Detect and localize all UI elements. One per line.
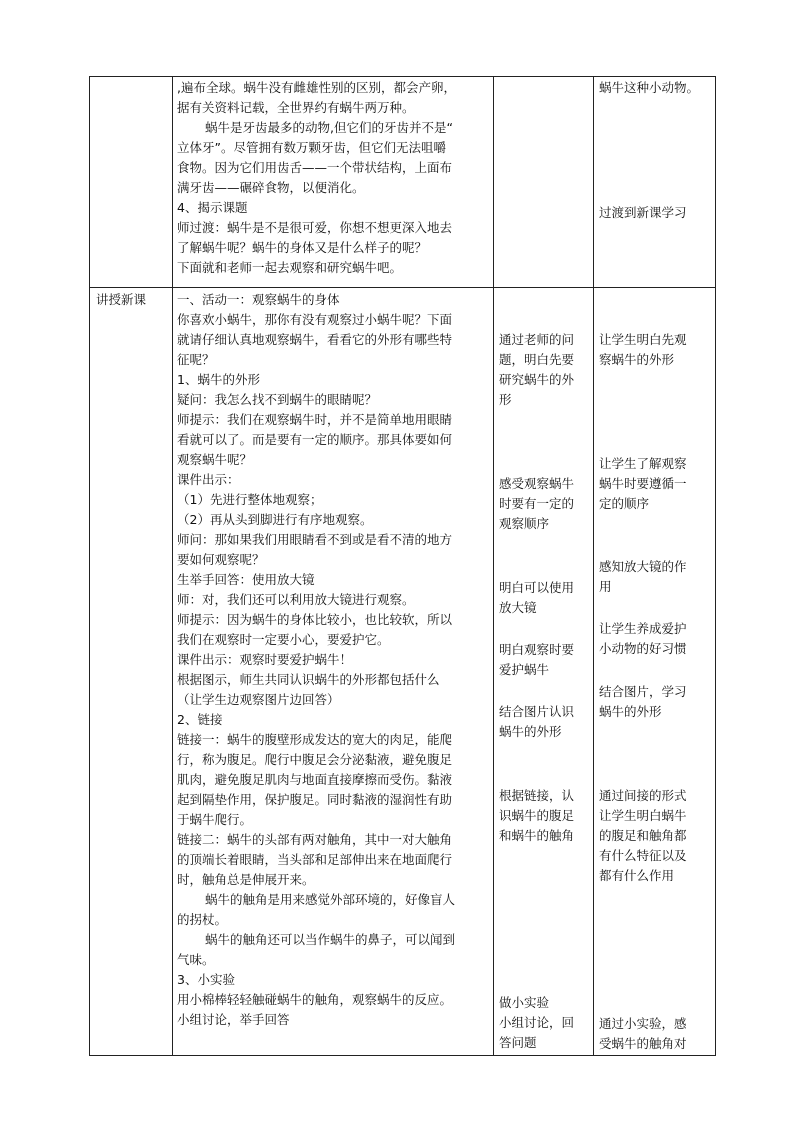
intro-content-cell (177, 78, 489, 278)
content-line: 时，触角总是伸展开来。 (177, 872, 315, 887)
intro-intent-2: 过渡到新课学习 (599, 205, 687, 220)
intent-line: 都有什么作用 (599, 868, 675, 883)
student-activity-4 (499, 640, 574, 680)
content-line: 于蜗牛爬行。 (177, 812, 253, 827)
student-line: 感受观察蜗牛 (499, 476, 575, 491)
student-line: 明白观察时要 (499, 642, 575, 657)
intro-line: 蜗牛是牙齿最多的动物,但它们的牙齿并不是“ (205, 120, 453, 135)
design-intent-6 (599, 786, 687, 886)
intent-line: 蜗牛时要遵循一 (599, 476, 687, 491)
content-line: 行，称为腹足。爬行中腹足会分泌黏液，避免腹足 (177, 752, 453, 767)
intent-line: 让学生养成爱护 (599, 621, 687, 636)
intent-line: 通过小实验，感 (599, 1016, 687, 1031)
content-line: 起到隔垫作用，保护腹足。同时黏液的湿润性有助 (177, 792, 453, 807)
table-border-bottom (89, 1055, 716, 1056)
student-line: 形 (499, 392, 512, 407)
content-line: 我们在观察时一定要小心，要爱护它。 (177, 632, 390, 647)
intent-line: 通过间接的形式 (599, 788, 687, 803)
intro-line: 满牙齿——碾碎食物，以便消化。 (177, 180, 365, 195)
content-line: 1、蜗牛的外形 (177, 372, 260, 387)
intent-line: 让学生了解观察 (599, 456, 687, 471)
intent-line: 小动物的好习惯 (599, 641, 687, 656)
student-line: 结合图片认识 (499, 704, 575, 719)
student-activity-1 (499, 330, 574, 410)
table-divider-2 (493, 76, 494, 1055)
intro-intent-1: 蜗牛这种小动物。 (599, 80, 700, 95)
content-line: 就请仔细认真地观察蜗牛，看看它的外形有哪些特 (177, 332, 453, 347)
table-border-left (89, 76, 90, 1055)
student-line: 爱护蜗牛 (499, 662, 550, 677)
intro-line: 食物。因为它们用齿舌——一个带状结构，上面布 (177, 160, 453, 175)
student-line: 做小实验 (499, 995, 550, 1010)
design-intent-3 (599, 557, 687, 597)
design-intent-7 (599, 1014, 687, 1054)
student-line: 题，明白先要 (499, 352, 575, 367)
student-line: 研究蜗牛的外 (499, 372, 575, 387)
intent-line: 让学生明白蜗牛 (599, 808, 687, 823)
content-line: 小组讨论，举手回答 (177, 1012, 290, 1027)
intro-line: 据有关资料记载，全世界约有蜗牛两万种。 (177, 100, 415, 115)
student-line: 蜗牛的外形 (499, 724, 562, 739)
content-line: 要如何观察呢？ (177, 552, 265, 567)
student-activity-7 (499, 993, 574, 1053)
content-line: 疑问：我怎么找不到蜗牛的眼睛呢？ (177, 392, 378, 407)
content-line: 课件出示：观察时要爱护蜗牛！ (177, 652, 353, 667)
student-activity-6 (499, 786, 574, 846)
intent-line: 的腹足和触角都 (599, 828, 687, 843)
design-intent-5 (599, 682, 687, 722)
student-activity-5 (499, 702, 574, 742)
content-line: 用小棉棒轻轻触碰蜗牛的触角，观察蜗牛的反应。 (177, 992, 453, 1007)
content-line: 蜗牛的触角还可以当作蜗牛的鼻子，可以闻到 (205, 932, 456, 947)
design-intent-1 (599, 330, 687, 370)
content-line: （1）先进行整体地观察； (177, 492, 323, 507)
student-line: 答问题 (499, 1035, 537, 1050)
intent-line: 感知放大镜的作 (599, 559, 687, 574)
content-line: 3、小实验 (177, 972, 235, 987)
content-line: 师提示：我们在观察蜗牛时，并不是简单地用眼睛 (177, 412, 453, 427)
student-line: 放大镜 (499, 600, 537, 615)
content-line: 师问：那如果我们用眼睛看不到或是看不清的地方 (177, 532, 453, 547)
content-line: 观察蜗牛呢？ (177, 452, 253, 467)
table-border-top (89, 76, 716, 77)
row-divider (89, 287, 716, 288)
content-line: 课件出示： (177, 472, 240, 487)
intro-line: 立体牙”。尽管拥有数万颗牙齿，但它们无法咀嚼 (177, 140, 446, 155)
intro-line: 4、揭示课题 (177, 200, 248, 215)
student-line: 根据链接，认 (499, 788, 575, 803)
design-intent-4 (599, 619, 687, 659)
content-line: 肌肉，避免腹足肌肉与地面直接摩擦而受伤。黏液 (177, 772, 453, 787)
intent-line: 受蜗牛的触角对 (599, 1036, 687, 1051)
student-line: 观察顺序 (499, 516, 550, 531)
student-activity-3 (499, 578, 574, 618)
content-line: 的顶端长着眼睛，当头部和足部伸出来在地面爬行 (177, 852, 453, 867)
content-line: 师提示：因为蜗牛的身体比较小，也比较软，所以 (177, 612, 453, 627)
intent-line: 蜗牛的外形 (599, 704, 662, 719)
content-line: （让学生边观察图片边回答） (177, 692, 340, 707)
intent-line: 察蜗牛的外形 (599, 352, 675, 367)
intro-line: 师过渡：蜗牛是不是很可爱，你想不想更深入地去 (177, 220, 453, 235)
content-line: 的拐杖。 (177, 912, 228, 927)
intent-line: 让学生明白先观 (599, 332, 687, 347)
student-line: 明白可以使用 (499, 580, 575, 595)
student-line: 识蜗牛的腹足 (499, 808, 575, 823)
student-line: 时要有一定的 (499, 496, 575, 511)
content-line: 看就可以了。而是要有一定的顺序。那具体要如何 (177, 432, 453, 447)
intro-line: 下面就和老师一起去观察和研究蜗牛吧。 (177, 260, 403, 275)
intent-line: 定的顺序 (599, 496, 650, 511)
content-line: （2）再从头到脚进行有序地观察。 (177, 512, 373, 527)
row-label: 讲授新课 (96, 292, 147, 307)
content-line: 征呢？ (177, 352, 215, 367)
content-line: 根据图示，师生共同认识蜗牛的外形都包括什么 (177, 672, 440, 687)
content-line: 链接二：蜗牛的头部有两对触角，其中一对大触角 (177, 832, 453, 847)
content-line: 链接一：蜗牛的腹壁形成发达的宽大的肉足，能爬 (177, 732, 453, 747)
design-intent-2 (599, 454, 687, 514)
intro-line: 了解蜗牛呢？蜗牛的身体又是什么样子的呢？ (177, 240, 428, 255)
content-line: 蜗牛的触角是用来感觉外部环境的，好像盲人 (205, 892, 456, 907)
content-line: 气味。 (177, 952, 215, 967)
content-line: 2、链接 (177, 712, 223, 727)
content-line: 你喜欢小蜗牛，那你有没有观察过小蜗牛呢？下面 (177, 312, 453, 327)
table-divider-3 (593, 76, 594, 1055)
student-line: 小组讨论，回 (499, 1015, 575, 1030)
table-divider-1 (172, 76, 173, 1055)
intro-line: ,遍布全球。蜗牛没有雌雄性别的区别，都会产卵， (177, 80, 456, 95)
student-line: 通过老师的问 (499, 332, 575, 347)
intent-line: 用 (599, 579, 612, 594)
student-activity-2 (499, 474, 574, 534)
intent-line: 结合图片，学习 (599, 684, 687, 699)
intent-line: 有什么特征以及 (599, 848, 687, 863)
content-line: 师：对，我们还可以利用放大镜进行观察。 (177, 592, 415, 607)
table-border-right (715, 76, 716, 1055)
main-content-cell (177, 290, 489, 1030)
student-line: 和蜗牛的触角 (499, 828, 575, 843)
content-line: 一、活动一：观察蜗牛的身体 (177, 292, 340, 307)
content-line: 生举手回答：使用放大镜 (177, 572, 315, 587)
